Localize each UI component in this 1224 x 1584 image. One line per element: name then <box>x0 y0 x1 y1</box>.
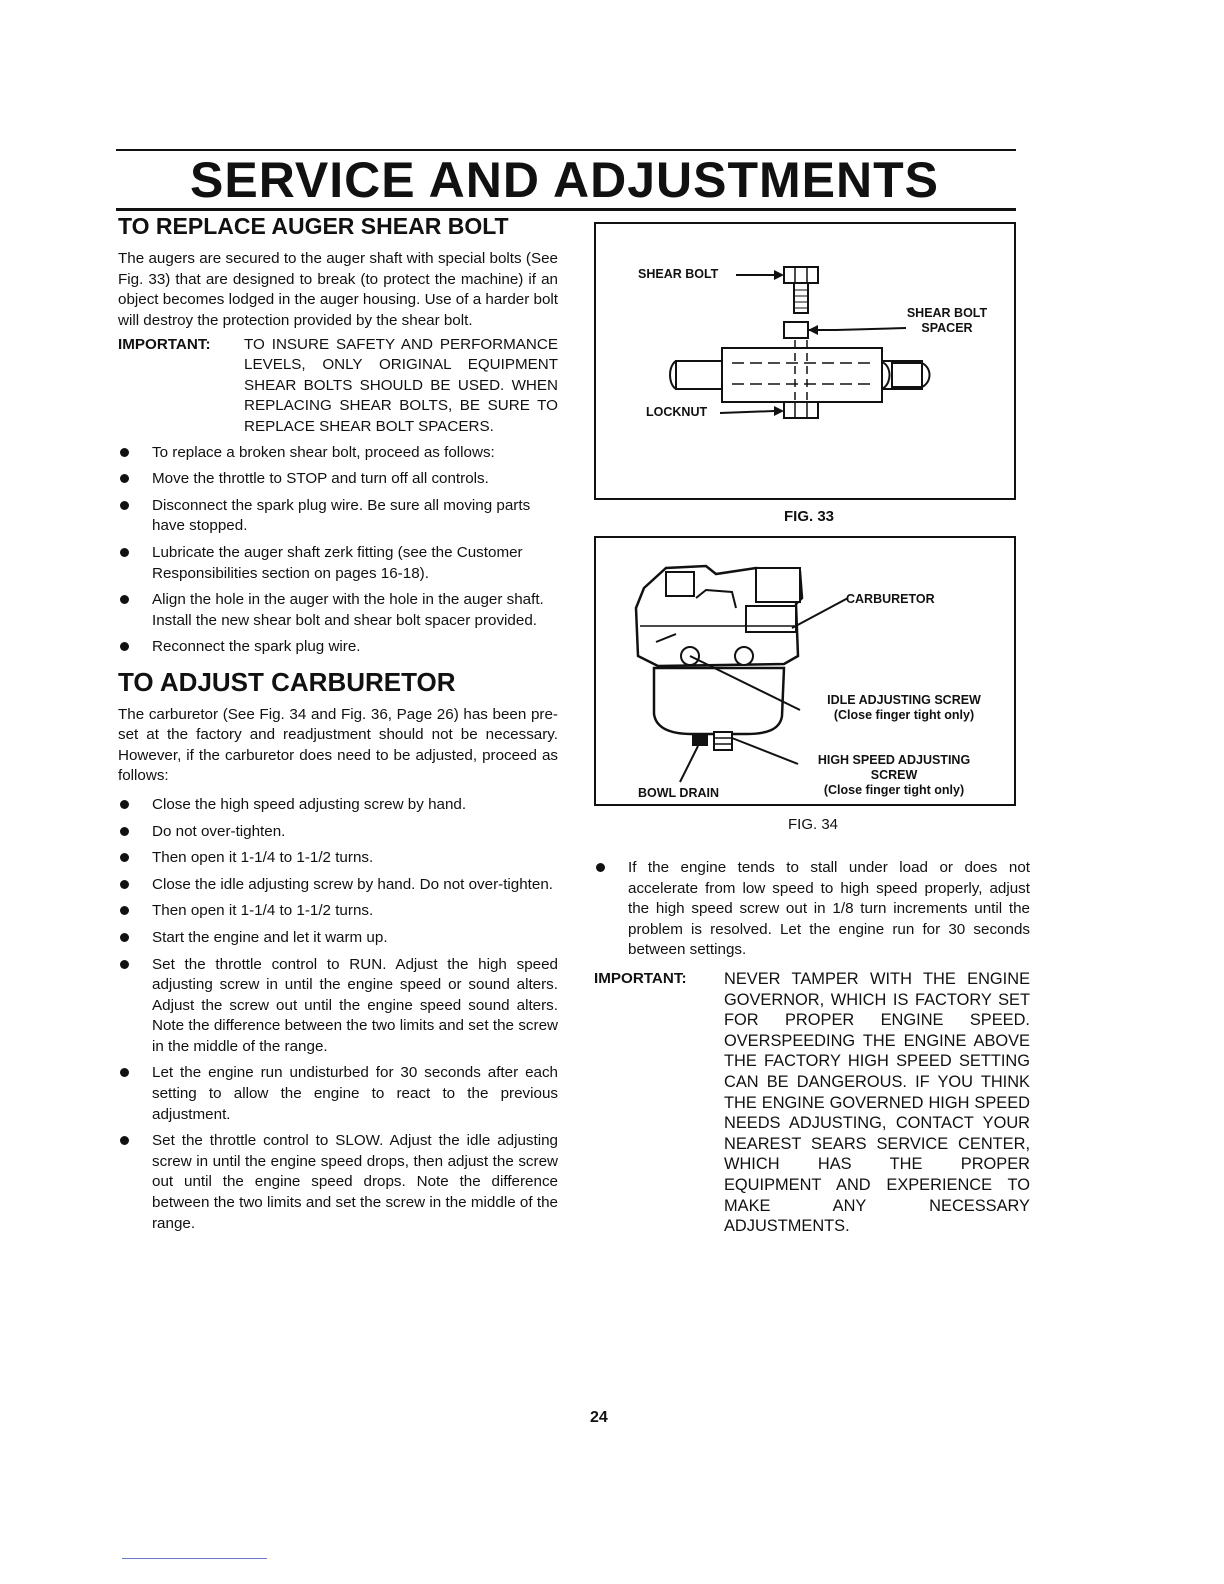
shear-bolt-important <box>118 335 558 438</box>
governor-important <box>594 969 1030 1237</box>
header-bottom-rule <box>116 208 1016 211</box>
step-text: Set the throttle control to SLOW. Adjust the idle adjusting screw in until the engine speed drops, then adjust the screw out until the engine speed drops. Note the difference between the two limits and set the screw in the middle of the range. <box>152 1132 558 1232</box>
step-text: If the engine tends to stall under load or does not accelerate from low speed to high speed properly, adjust the high speed screw out in 1/8 turn increments until the problem is resolved. Let the engine run for 30 seconds between settings. <box>628 859 1030 959</box>
fig34-bowl-drain-label: BOWL DRAIN <box>638 786 720 800</box>
bullet-icon <box>120 906 129 915</box>
list-item <box>594 858 1030 961</box>
step-text: Align the hole in the auger with the hole in the auger shaft. Install the new shear bolt and shear bolt spacer provided. <box>152 591 544 629</box>
step-text: Move the throttle to STOP and turn off all controls. <box>152 470 489 488</box>
step-text: Do not over-tighten. <box>152 822 286 840</box>
step-text: Reconnect the spark plug wire. <box>152 638 361 656</box>
shear-bolt-intro: The augers are secured to the auger shaft with special bolts (See Fig. 33) that are designed to break (to protect the machine) if an object becomes lodged in the auger housing. Use of a harder bolt will destroy the protection provided by the shear bolt. <box>118 250 558 330</box>
fig33-locknut-label: LOCKNUT <box>646 405 708 419</box>
list-item <box>118 822 558 843</box>
right-column <box>594 858 1030 1242</box>
bullet-icon <box>120 595 129 604</box>
step-text: Close the high speed adjusting screw by hand. <box>152 795 467 813</box>
list-item <box>118 443 558 464</box>
step-text: Set the throttle control to RUN. Adjust the high speed adjusting screw in until the engine speed or sound alters. Adjust the screw out until the engine speed sound alters. Note the difference between the two limits and set the screw in the middle of the range. <box>152 955 558 1055</box>
fig34-idle-screw-label <box>814 693 994 723</box>
fig33-caption: FIG. 33 <box>784 508 835 525</box>
important-label: IMPORTANT: <box>594 969 687 987</box>
list-item <box>118 848 558 869</box>
stall-steps <box>594 858 1030 961</box>
step-text: Lubricate the auger shaft zerk fitting (see the Customer Responsibilities section on pages 16-18). <box>152 544 523 582</box>
left-column <box>118 214 558 1240</box>
bullet-icon <box>120 1136 129 1145</box>
shear-bolt-steps <box>118 443 558 658</box>
list-item <box>118 875 558 896</box>
important-label: IMPORTANT: <box>118 335 211 353</box>
list-item <box>118 469 558 490</box>
step-text: Then open it 1-1/4 to 1-1/2 turns. <box>152 902 374 920</box>
list-item <box>118 795 558 816</box>
important-text: TO INSURE SAFETY AND PERFORMANCE LEVELS, ONLY ORIGINAL EQUIPMENT SHEAR BOLTS SHOULD BE USED. WHEN REPLACING SHEAR BOLTS, BE SURE TO REPLACE SHEAR BOLT SPACERS. <box>244 335 558 436</box>
list-item <box>118 955 558 1058</box>
bullet-icon <box>120 448 129 457</box>
fig33-spacer-label <box>902 306 992 336</box>
important-text: NEVER TAMPER WITH THE ENGINE GOVERNOR, WHICH IS FACTORY SET FOR PROPER ENGINE SPEED. OVERSPEEDING THE ENGINE ABOVE THE FACTORY HIGH SPEED SETTING CAN BE DANGEROUS. IF YOU THINK THE ENGINE GOVERNED HIGH SPEED NEEDS ADJUSTING, CONTACT YOUR NEAREST SEARS SERVICE CENTER, WHICH HAS THE PROPER EQUIPMENT AND EXPERIENCE TO MAKE ANY NECESSARY ADJUSTMENTS. <box>724 969 1030 1236</box>
fig34-caption: FIG. 34 <box>788 816 839 833</box>
step-text: Close the idle adjusting screw by hand. Do not over-tighten. <box>152 875 554 893</box>
step-text: Disconnect the spark plug wire. Be sure all moving parts have stopped. <box>152 496 531 535</box>
fig34-high-speed-label-line2: SCREW <box>870 768 918 782</box>
bullet-icon <box>596 863 605 872</box>
list-item <box>118 637 558 658</box>
list-item <box>118 1131 558 1234</box>
fig34-idle-screw-note: (Close finger tight only) <box>833 708 975 722</box>
bullet-icon <box>120 933 129 942</box>
bullet-icon <box>120 474 129 483</box>
bullet-icon <box>120 853 129 862</box>
bullet-icon <box>120 1068 129 1077</box>
list-item <box>118 496 558 537</box>
list-item <box>118 543 558 584</box>
footer-rule <box>122 1558 267 1559</box>
fig33-spacer-label-line2: SPACER <box>921 321 973 335</box>
fig33-shear-bolt-label: SHEAR BOLT <box>638 267 719 281</box>
fig33-spacer-label-line1: SHEAR BOLT <box>906 306 988 320</box>
bullet-icon <box>120 880 129 889</box>
bullet-icon <box>120 501 129 510</box>
page-title: SERVICE AND ADJUSTMENTS <box>190 152 940 208</box>
fig34-high-speed-note: (Close finger tight only) <box>823 783 965 797</box>
list-item <box>118 590 558 631</box>
fig33-shear-bolt-drawing <box>596 224 1014 498</box>
carburetor-steps <box>118 795 558 1234</box>
fig34-frame <box>594 536 1016 806</box>
bullet-icon <box>120 800 129 809</box>
bullet-icon <box>120 827 129 836</box>
carburetor-intro: The carburetor (See Fig. 34 and Fig. 36, Page 26) has been pre-set at the factory and readjustment should not be necessary. However, if the carburetor does need to be adjusted, proceed as follows: <box>118 705 558 785</box>
fig33-frame <box>594 222 1016 500</box>
step-text: Then open it 1-1/4 to 1-1/2 turns. <box>152 849 374 867</box>
bullet-icon <box>120 548 129 557</box>
list-item <box>118 928 558 949</box>
step-text: Let the engine run undisturbed for 30 seconds after each setting to allow the engine to react to the previous adjustment. <box>152 1064 558 1123</box>
fig34-high-speed-label-line1: HIGH SPEED ADJUSTING <box>817 753 971 767</box>
fig34-high-speed-label <box>798 753 990 798</box>
shear-bolt-heading: TO REPLACE AUGER SHEAR BOLT <box>118 213 509 239</box>
bullet-icon <box>120 960 129 969</box>
fig34-idle-screw-label-main: IDLE ADJUSTING SCREW <box>827 693 981 707</box>
carburetor-heading: TO ADJUST CARBURETOR <box>118 666 456 697</box>
page-number: 24 <box>590 1409 608 1426</box>
list-item <box>118 1063 558 1125</box>
step-text: Start the engine and let it warm up. <box>152 928 388 946</box>
fig34-carburetor-label: CARBURETOR <box>846 592 935 606</box>
step-text: To replace a broken shear bolt, proceed as follows: <box>152 443 495 461</box>
list-item <box>118 901 558 922</box>
bullet-icon <box>120 642 129 651</box>
